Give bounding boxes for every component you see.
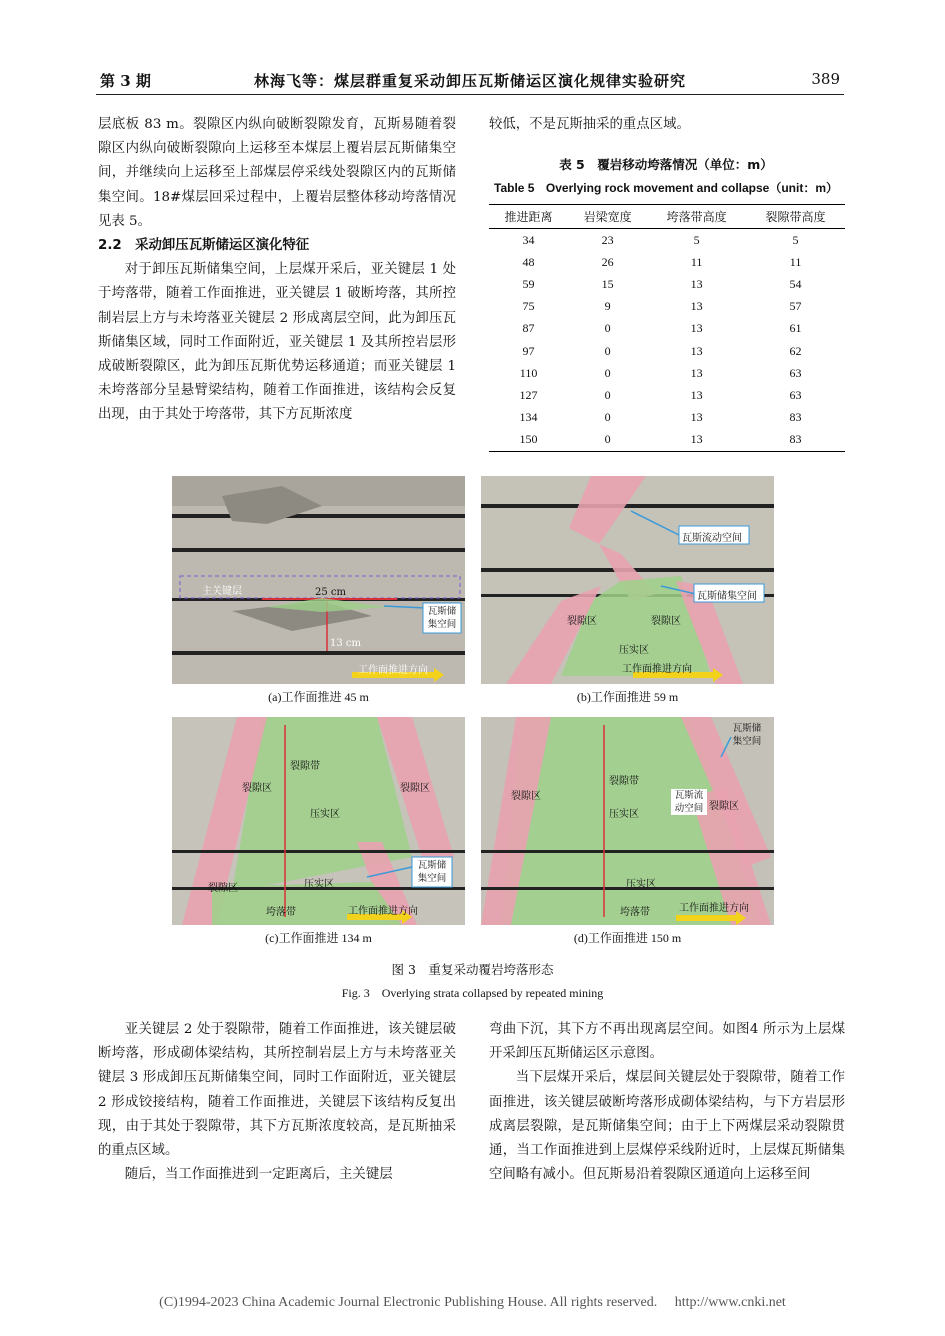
table-cell: 13 xyxy=(690,387,703,402)
table-cell: 13 xyxy=(690,276,703,291)
table-header-cell: 推进距离 xyxy=(489,205,568,229)
table-label: Table 5 xyxy=(494,181,535,195)
table-row xyxy=(489,407,845,429)
table-cell: 110 xyxy=(519,365,538,380)
table-cell: 59 xyxy=(522,276,535,291)
panel-caption-a: (a)工作面推进 45 m xyxy=(268,690,369,704)
paragraph: 弯曲下沉，其下方不再出现离层空间。如图4 所示为上层煤开采卸压瓦斯储运区示意图。 xyxy=(489,1022,845,1062)
table-cell: 13 xyxy=(690,299,703,314)
table-header-row xyxy=(489,205,845,229)
label-compaction-zone-lower: 压实区 xyxy=(626,879,656,890)
issue-number: 第 3 期 xyxy=(100,72,151,90)
table-cell: 23 xyxy=(601,232,614,247)
table-header-cell: 垮落带高度 xyxy=(647,205,746,229)
label-compaction-zone: 压实区 xyxy=(310,809,340,820)
table-cell: 83 xyxy=(789,410,802,425)
figure-caption-cn: 图 3 重复采动覆岩垮落形态 xyxy=(391,962,554,977)
label-height: 13 cm xyxy=(330,638,361,649)
table-cell: 5 xyxy=(693,232,700,247)
table-5 xyxy=(489,204,845,452)
running-title: 林海飞等：煤层群重复采动卸压瓦斯储运区演化规律实验研究 xyxy=(253,72,686,90)
table-cell: 75 xyxy=(522,299,535,314)
table-cell: 48 xyxy=(522,254,535,269)
table-cell: 0 xyxy=(604,387,611,402)
table-cell: 127 xyxy=(519,387,538,402)
table-cell: 0 xyxy=(568,429,647,452)
table-cell: 13 xyxy=(690,343,703,358)
label-caving-band: 垮落带 xyxy=(266,907,296,918)
paragraph: 较低，不是瓦斯抽采的重点区域。 xyxy=(489,117,690,132)
table-cell: 9 xyxy=(604,299,611,314)
table-cell: 87 xyxy=(522,321,535,336)
table-row xyxy=(489,362,845,384)
label-compaction-zone: 压实区 xyxy=(609,809,639,820)
figure-panel-b xyxy=(481,476,774,684)
figure-caption-en: Fig. 3 Overlying strata collapsed by repeated mining xyxy=(341,986,604,1000)
paragraph: 亚关键层 2 处于裂隙带，随着工作面推进，该关键层破断垮落，形成砌体梁结构，其所控制岩层上方与未垮落亚关键层 3 形成卸压瓦斯储集空间，同时工作面附近，亚关键层 2 形成铰接结构，随着工作面推进，关键层下该结构反复出现，由于其处于裂隙带，其下方瓦斯浓度较高，是瓦斯抽采的重点区域。 xyxy=(98,1022,456,1159)
table-row xyxy=(489,229,845,252)
panel-a-drawing xyxy=(172,476,465,684)
left-column-top xyxy=(98,113,456,428)
label-main-key-layer: 主关键层 xyxy=(202,586,242,597)
table-cell: 0 xyxy=(604,365,611,380)
table-cell: 11 xyxy=(690,254,703,269)
figure-panel-a xyxy=(172,476,465,684)
table-caption-en xyxy=(487,179,845,196)
label-advance-direction: 工作面推进方向 xyxy=(358,665,428,676)
table-cell: 13 xyxy=(690,365,703,380)
label-gas-storage: 瓦斯储集空间 xyxy=(732,723,762,747)
table-cell: 134 xyxy=(519,410,538,425)
table-cell: 11 xyxy=(789,254,802,269)
table-row xyxy=(489,296,845,318)
table-cell: 62 xyxy=(789,343,802,358)
table-cell: 13 xyxy=(647,429,746,452)
table-cell: 83 xyxy=(746,429,845,452)
table-cell: 34 xyxy=(522,232,535,247)
table-cell: 61 xyxy=(789,321,802,336)
label-compaction-zone: 压实区 xyxy=(619,645,649,656)
table-cell: 0 xyxy=(604,410,611,425)
label-fracture-zone-right: 裂隙区 xyxy=(709,801,739,812)
label-gas-storage: 瓦斯储集空间 xyxy=(417,860,447,884)
label-advance-direction: 工作面推进方向 xyxy=(622,664,692,675)
table-row xyxy=(489,384,845,406)
right-column-bottom xyxy=(489,1018,845,1187)
figure-panel-d xyxy=(481,717,774,925)
paragraph: 随后，当工作面推进到一定距离后，主关键层 xyxy=(124,1167,393,1183)
label-width: 25 cm xyxy=(315,587,346,598)
table-cell: 15 xyxy=(601,276,614,291)
label-fracture-zone-left: 裂隙区 xyxy=(242,783,272,794)
label-advance-direction: 工作面推进方向 xyxy=(679,903,749,914)
panel-caption-d: (d)工作面推进 150 m xyxy=(573,931,682,945)
label-fracture-zone-left: 裂隙区 xyxy=(567,616,597,627)
label-caving-band: 垮落带 xyxy=(620,907,650,918)
table-cell: 97 xyxy=(522,343,535,358)
label-compaction-zone-lower: 压实区 xyxy=(304,879,334,890)
copyright-footer: (C)1994-2023 China Academic Journal Electronic Publishing House. All rights reserved. http://www.cnki.net xyxy=(159,1295,786,1310)
table-caption-cn: 表 5 覆岩移动垮落情况（单位：m） xyxy=(559,157,773,172)
label-gas-flow-space: 瓦斯流动空间 xyxy=(682,533,742,544)
table-title-en: Overlying rock movement and collapse（unit：m） xyxy=(545,181,838,195)
label-gas-storage: 瓦斯储集空间 xyxy=(427,606,457,630)
paragraph: 当下层煤开采后，煤层间关键层处于裂隙带，随着工作面推进，该关键层破断垮落形成砌体梁结构，与下方岩层形成离层裂隙，是瓦斯储集空间；由于上下两煤层采动裂隙贯通，当工作面推进到上层煤停采线附近时，上层煤瓦斯储集空间略有减小。但瓦斯易沿着裂隙区通道向上运移至间 xyxy=(489,1070,845,1183)
table-cell: 54 xyxy=(789,276,802,291)
panel-caption-c: (c)工作面推进 134 m xyxy=(265,931,372,945)
label-fracture-zone-left: 裂隙区 xyxy=(511,791,541,802)
table-cell: 150 xyxy=(489,429,568,452)
section-heading: 2.2 采动卸压瓦斯储运区演化特征 xyxy=(98,238,310,254)
label-fracture-zone-right: 裂隙区 xyxy=(651,616,681,627)
running-header xyxy=(96,68,844,95)
table-cell: 63 xyxy=(789,365,802,380)
table-cell: 0 xyxy=(604,321,611,336)
paragraph: 层底板 83 m。裂隙区内纵向破断裂隙发育，瓦斯易随着裂隙区内纵向破断裂隙向上运移至本煤层上覆岩层瓦斯储集空间，并继续向上运移至上部煤层停采线处裂隙区内的瓦斯储集空间。18#煤层回采过程中，上覆岩层整体移动垮落情况见表 5。 xyxy=(98,117,456,229)
panel-caption-b: (b)工作面推进 59 m xyxy=(576,690,679,704)
table-cell: 63 xyxy=(789,387,802,402)
table-header-cell: 岩梁宽度 xyxy=(568,205,647,229)
label-gas-flow-space: 瓦斯流动空间 xyxy=(671,789,707,815)
table-row xyxy=(489,340,845,362)
figure-panel-c xyxy=(172,717,465,925)
table-cell: 26 xyxy=(601,254,614,269)
label-fracture-zone-lower: 裂隙区 xyxy=(208,883,238,894)
table-cell: 13 xyxy=(690,410,703,425)
table-cell: 57 xyxy=(789,299,802,314)
table-cell: 13 xyxy=(690,321,703,336)
table-row xyxy=(489,318,845,340)
page-number: 389 xyxy=(811,70,840,88)
table-row xyxy=(489,273,845,295)
label-fracture-band: 裂隙带 xyxy=(609,776,639,787)
label-fracture-band: 裂隙带 xyxy=(290,761,320,772)
panel-d-drawing xyxy=(481,717,774,925)
left-column-bottom xyxy=(98,1018,456,1187)
table-header-cell: 裂隙带高度 xyxy=(746,205,845,229)
table-cell: 0 xyxy=(604,343,611,358)
table-row xyxy=(489,251,845,273)
paragraph: 对于卸压瓦斯储集空间，上层煤开采后，亚关键层 1 处于垮落带，随着工作面推进，亚关键层 1 破断垮落，其所控制岩层上方与未垮落亚关键层 2 形成离层空间，此为卸压瓦斯储集区域，同时工作面附近，亚关键层 1 及其所控岩层形成破断裂隙区，此为卸压瓦斯优势运移通道；而亚关键层 1 未垮落部分呈悬臂梁结构，随着工作面推进，该结构会反复出现，由于其处于垮落带，其下方瓦斯浓度 xyxy=(98,262,456,423)
label-advance-direction: 工作面推进方向 xyxy=(348,906,418,917)
right-column-top xyxy=(489,113,845,137)
label-gas-storage: 瓦斯储集空间 xyxy=(697,591,757,602)
label-fracture-zone-right: 裂隙区 xyxy=(400,783,430,794)
table-row xyxy=(489,429,845,452)
table-cell: 5 xyxy=(792,232,799,247)
